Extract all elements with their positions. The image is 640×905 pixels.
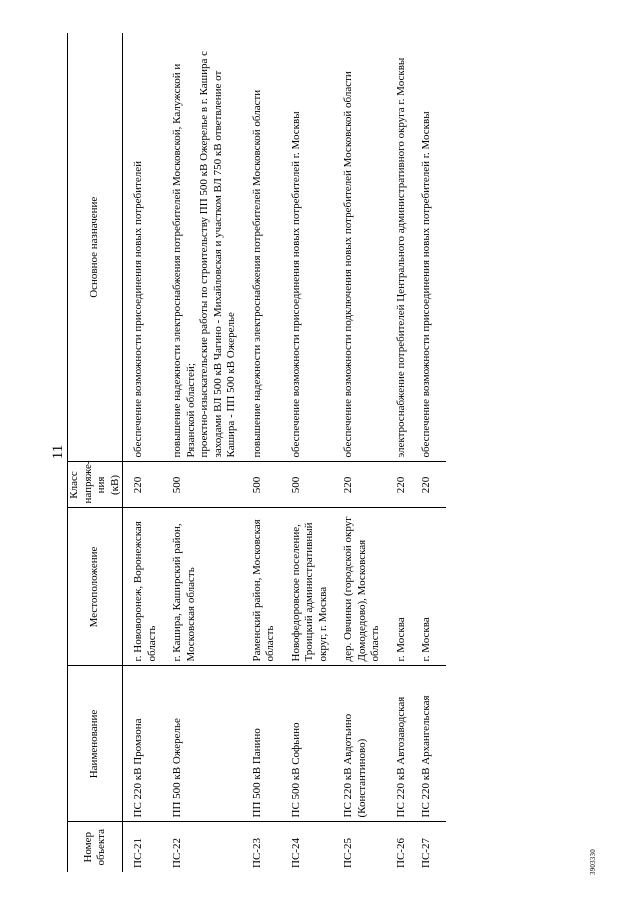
object-location: г. Москва (420, 508, 446, 666)
voltage-class: 500 (251, 462, 290, 508)
voltage-class: 500 (171, 462, 251, 508)
table-row (395, 33, 421, 872)
table-header-row (68, 33, 123, 872)
object-location: г. Кашира, Каширский район, Московская область (171, 508, 251, 666)
table-row (290, 33, 343, 872)
purpose-text: повышение надежности электроснабжения потребителей Московской, Калужской и Рязанской областей; (171, 63, 197, 458)
main-purpose (123, 33, 172, 462)
object-location: г. Москва (395, 508, 421, 666)
header-object-number: Номер объекта (68, 822, 123, 872)
object-name: ПП 500 кВ Панино (251, 666, 290, 822)
object-name: ПП 500 кВ Ожерелье (171, 666, 251, 822)
main-purpose (290, 33, 343, 462)
table-row (420, 33, 446, 872)
main-purpose (171, 33, 251, 462)
objects-table (67, 33, 446, 872)
object-location: дер. Овчинки (городской округ Домодедово), Московская область (342, 508, 395, 666)
object-location: Новофедоровское поселение, Троицкий административный округ, г. Москва (290, 508, 343, 666)
main-purpose (420, 33, 446, 462)
object-location: Раменский район, Московская область (251, 508, 290, 666)
object-location: г. Нововоронеж, Воронежская область (123, 508, 172, 666)
object-name: ПС 220 кВ Автозаводская (395, 666, 421, 822)
table-row (171, 33, 251, 872)
table-row (251, 33, 290, 872)
object-number: ПС-26 (395, 822, 421, 872)
purpose-text: обеспечение возможности присоединения новых потребителей (132, 161, 145, 458)
page-number: 11 (50, 444, 66, 460)
object-number: ПС-25 (342, 822, 395, 872)
table-row (342, 33, 395, 872)
purpose-text: электроснабжение потребителей Центрального административного округа г. Москвы (394, 57, 407, 458)
purpose-text: проектно-изыскательские работы по строительству ПП 500 кВ Ожерелье в г. Кашира с заходами ВЛ 500 кВ Чагино - Михайловская и участком ВЛ 750 кВ ответвление от Кашира - ПП 500 кВ Ожерелье (198, 50, 238, 458)
purpose-text: повышение надежности электроснабжения потребителей Московской области (250, 89, 263, 458)
object-name: ПС 220 кВ Авдотьино (Константиново) (342, 666, 395, 822)
header-main-purpose: Основное назначение (68, 33, 123, 462)
object-number: ПС-22 (171, 822, 251, 872)
object-number: ПС-24 (290, 822, 343, 872)
header-name: Наименование (68, 666, 123, 822)
voltage-class: 500 (290, 462, 343, 508)
object-number: ПС-23 (251, 822, 290, 872)
object-name: ПС 220 кВ Промзона (123, 666, 172, 822)
object-number: ПС-27 (420, 822, 446, 872)
purpose-text: обеспечение возможности подключения новых потребителей Московской области (342, 71, 355, 458)
voltage-class: 220 (420, 462, 446, 508)
object-name: ПС 220 кВ Архангельская (420, 666, 446, 822)
object-name: ПС 500 кВ Софьино (290, 666, 343, 822)
document-id: 3903330 (589, 849, 597, 875)
voltage-class: 220 (342, 462, 395, 508)
table-row (123, 33, 172, 872)
main-purpose (342, 33, 395, 462)
voltage-class: 220 (395, 462, 421, 508)
header-location: Местоположение (68, 508, 123, 666)
main-purpose (251, 33, 290, 462)
header-voltage-class: Класс напряже-ния (кВ) (68, 462, 123, 508)
purpose-text: обеспечение возможности присоединения новых потребителей г. Москвы (289, 111, 302, 458)
purpose-text: обеспечение возможности присоединения новых потребителей г. Москвы (420, 111, 433, 458)
main-purpose (395, 33, 421, 462)
object-number: ПС-21 (123, 822, 172, 872)
voltage-class: 220 (123, 462, 172, 508)
